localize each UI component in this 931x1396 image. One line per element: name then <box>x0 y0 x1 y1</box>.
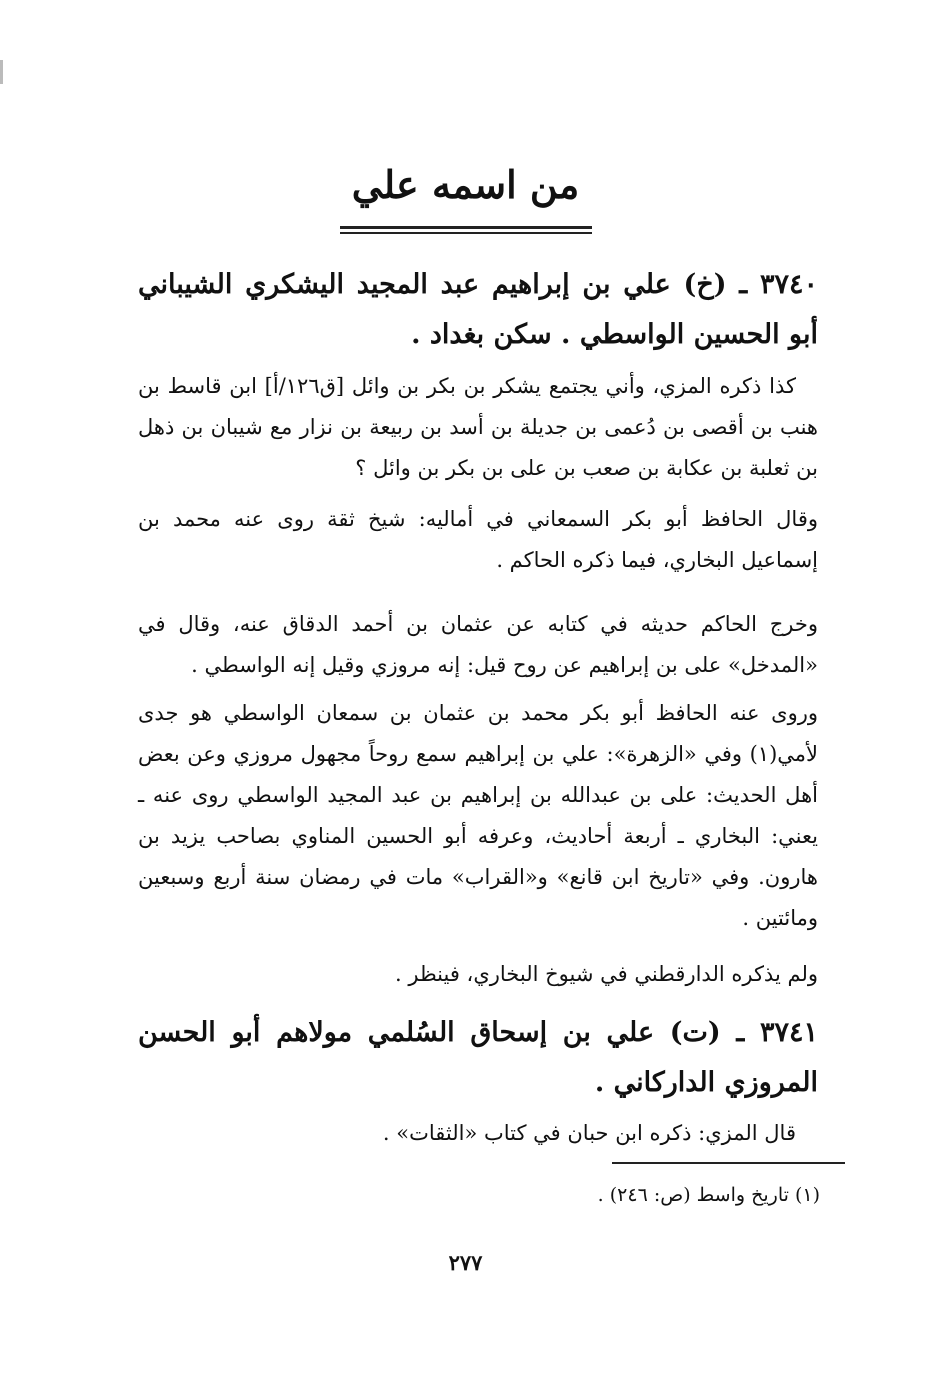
page-number: ٢٧٧ <box>448 1250 483 1275</box>
entry-heading: ٣٧٤١ ـ (ت) علي بن إسحاق السُلمي مولاهم أبو الحسن المروزي الداركاني . <box>138 1017 818 1098</box>
footnote-rule <box>612 1162 845 1164</box>
chapter-title: من اسمه علي <box>351 162 580 207</box>
footnote: (١) تاريخ واسط (ص: ٢٤٦) . <box>597 1184 820 1206</box>
entry-heading: ٣٧٤٠ ـ (خ) علي بن إبراهيم عبد المجيد اليشكري الشيباني أبو الحسين الواسطي . سكن بغداد . <box>138 269 818 350</box>
paragraph: كذا ذكره المزي، وأني يجتمع يشكر بن بكر بن وائل [ق١٢٦/أ] ابن قاسط بن هنب بن أقصى بن دُعمى بن جديلة بن أسد بن ربيعة بن نزار مع شيبان بن ذهل بن ثعلبة بن عكابة بن صعب بن على بن بكر بن وائل ؟ <box>138 374 818 480</box>
paragraph: وروى عنه الحافظ أبو بكر محمد بن عثمان بن سمعان الواسطي هو جدى لأمي(١) وفي «الزهرة»: علي بن إبراهيم سمع روحاً مجهول مروزي وعن بعض أهل الحديث: على بن عبدالله بن إبراهيم بن عبد المجيد الواسطي روى عنه ـ يعني: البخاري ـ أربعة أحاديث، وعرفه أبو الحسين المناوي بصاحب يزيد بن هارون. وفي «تاريخ ابن قانع» و«القراب» مات في رمضان سنة أربع وسبعين ومائتين . <box>138 701 818 930</box>
paragraph: وخرج الحاكم حديثه في كتابه عن عثمان بن أحمد الدقاق عنه، وقال في «المدخل» على بن إبراهيم عن روح قيل: إنه مروزي وقيل إنه الواسطي . <box>138 612 818 677</box>
paragraph: وقال الحافظ أبو بكر السمعاني في أماليه: شيخ ثقة روى عنه محمد بن إسماعيل البخاري، فيما ذكره الحاكم . <box>138 507 818 572</box>
paragraph: ولم يذكره الدارقطني في شيوخ البخاري، فينظر . <box>395 962 818 986</box>
paragraph: قال المزي: ذكره ابن حبان في كتاب «الثقات» . <box>382 1121 796 1145</box>
title-rule-double <box>340 232 592 234</box>
scan-edge-mark <box>0 60 3 84</box>
title-rule <box>340 226 592 229</box>
